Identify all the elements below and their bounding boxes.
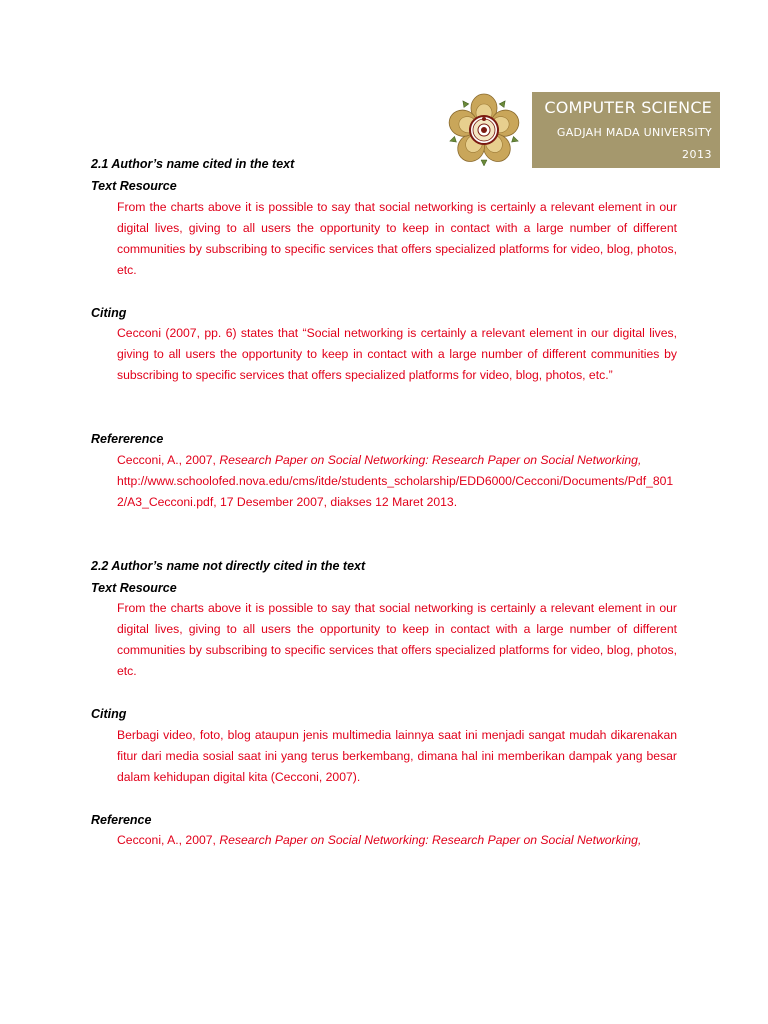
citing-label-2: Citing <box>91 707 127 721</box>
section-heading-2: 2.2 Author’s name not directly cited in the text <box>91 559 366 573</box>
text-resource-body-2: From the charts above it is possible to say that social networking is certainly a relevant element in our digital lives, giving to all users the opportunity to keep in contact with a large number of different communities by subscribing to specific services that offers specialized platforms for video, blog, photos, etc. <box>117 601 677 678</box>
header-badge <box>436 92 720 168</box>
reference-label-2: Reference <box>91 813 152 827</box>
citing-body: Cecconi (2007, pp. 6) states that “Social networking is certainly a relevant element in our digital lives, giving to all users the opportunity to keep in contact with a large number of different communities by subscribing to specific services that offers specialized platforms for video, blog, photos, etc.” <box>117 326 677 382</box>
reference-title: Research Paper on Social Networking: Research Paper on Social Networking, <box>219 453 642 467</box>
section-heading: 2.1 Author’s name cited in the text <box>91 157 295 171</box>
text-resource-label: Text Resource <box>91 179 177 193</box>
citing-body-2: Berbagi video, foto, blog ataupun jenis multimedia lainnya saat ini menjadi sangat mudah dikarenakan fitur dari media sosial saat ini yang terus berkembang, dimana hal ini memberikan dampak yang besar dalam kehidupan digital kita (Cecconi, 2007). <box>117 728 677 784</box>
reference-url[interactable]: http://www.schoolofed.nova.edu/cms/itde/students_scholarship/EDD6000/Cecconi/Documents/Pdf_8012/A3_Cecconi.pdf, 17 Desember 2007, diakses 12 Maret 2013. <box>117 474 674 509</box>
reference-author: Cecconi, A., 2007, <box>117 453 220 467</box>
reference-author-2: Cecconi, A., 2007, <box>117 833 220 847</box>
citing-label: Citing <box>91 306 127 320</box>
text-resource-body: From the charts above it is possible to say that social networking is certainly a relevant element in our digital lives, giving to all users the opportunity to keep in contact with a large number of different communities by subscribing to specific services that offers specialized platforms for video, blog, photos, etc. <box>117 200 677 277</box>
reference-title-2: Research Paper on Social Networking: Research Paper on Social Networking, <box>219 833 642 847</box>
reference-label: Refererence <box>91 432 164 446</box>
header-year: 2013 <box>682 148 712 161</box>
header-title: COMPUTER SCIENCE <box>544 98 712 117</box>
reference-entry <box>117 450 677 513</box>
reference-entry-2 <box>117 830 677 851</box>
header-subtitle: GADJAH MADA UNIVERSITY <box>556 126 712 139</box>
university-seal-icon <box>436 92 532 168</box>
text-resource-label-2: Text Resource <box>91 581 177 595</box>
